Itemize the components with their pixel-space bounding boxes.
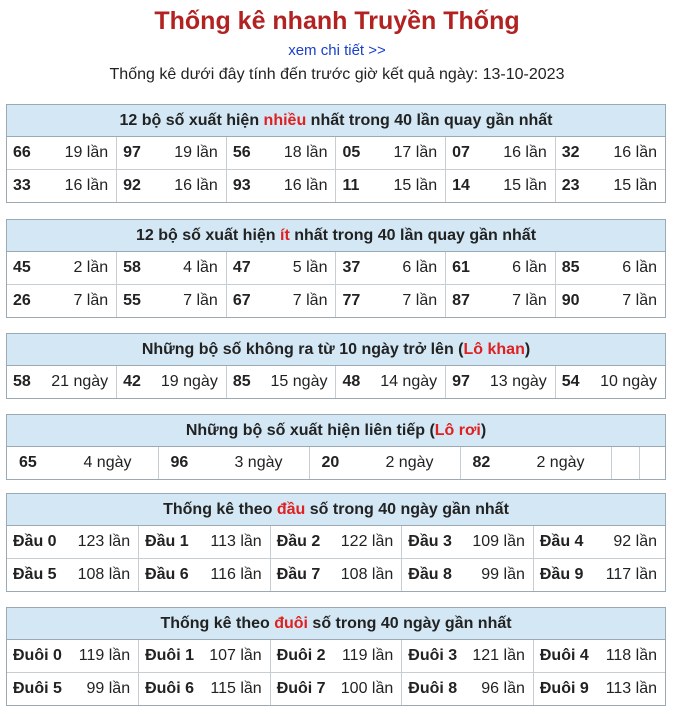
table-cell	[460, 447, 611, 479]
cell-content	[123, 144, 226, 162]
cell-content	[562, 259, 665, 277]
cell-content	[452, 373, 555, 391]
item-label: Đầu 0	[13, 533, 57, 550]
item-label: Đuôi 4	[539, 647, 589, 664]
cell-content	[13, 566, 138, 584]
table-cell	[7, 137, 117, 170]
item-label: 05	[342, 144, 361, 161]
cell-content	[467, 454, 611, 472]
table-cell	[226, 252, 336, 285]
table-cell	[446, 366, 556, 398]
cell-content	[13, 292, 116, 310]
item-label: 23	[561, 177, 580, 194]
item-label: Đầu 7	[276, 566, 321, 583]
item-label: Đầu 2	[276, 533, 321, 550]
cell-content	[342, 177, 445, 195]
table-row	[7, 252, 665, 285]
cell-content	[13, 259, 116, 277]
table-cell	[7, 170, 117, 203]
cell-content	[452, 292, 555, 310]
cell-content	[452, 144, 555, 162]
cell-content	[408, 680, 533, 698]
item-count: 6 lần	[512, 259, 547, 276]
details-link[interactable]: xem chi tiết >>	[288, 42, 386, 59]
item-count: 7 lần	[183, 292, 218, 309]
table-row	[7, 640, 665, 673]
item-count: 2 ngày	[385, 454, 434, 471]
item-label: 67	[232, 292, 251, 309]
cell-content	[233, 373, 336, 391]
table-cell	[402, 559, 534, 592]
table-cell	[226, 137, 336, 170]
item-count: 100 lần	[340, 680, 394, 697]
item-label: 58	[13, 373, 31, 390]
item-label: 14	[452, 177, 470, 194]
text: Những bộ số xuất hiện liên tiếp (	[185, 422, 435, 439]
cell-content	[452, 259, 555, 277]
text: Lô rơi	[434, 422, 481, 439]
item-label: 97	[123, 144, 141, 161]
table-cell	[117, 170, 227, 203]
cell-content	[342, 144, 445, 162]
table-cell	[336, 137, 446, 170]
cell-content	[408, 533, 533, 551]
item-count: 3 ngày	[234, 454, 283, 471]
table-cell	[117, 285, 227, 318]
text: nhất trong 40 lần quay gần nhất	[306, 112, 553, 129]
text: )	[524, 341, 531, 358]
item-label: 90	[561, 292, 580, 309]
table-cell	[533, 559, 665, 592]
item-count: 99 lần	[481, 566, 525, 583]
table-cell	[533, 526, 665, 559]
cell-content	[233, 177, 336, 195]
table-cell	[533, 673, 665, 706]
cell-content	[342, 292, 445, 310]
cell-content	[562, 373, 665, 391]
item-label: 45	[13, 259, 31, 276]
cell-content	[123, 373, 226, 391]
table-row	[7, 170, 665, 203]
item-count: 99 lần	[86, 680, 131, 697]
section-title	[7, 105, 665, 137]
dau-table	[7, 526, 665, 591]
table-row	[7, 137, 665, 170]
item-count: 6 lần	[622, 259, 657, 276]
cell-content	[233, 292, 336, 310]
item-count: 16 lần	[283, 177, 328, 194]
dau-section	[6, 493, 666, 592]
table-cell	[139, 640, 271, 673]
item-count: 121 lần	[472, 647, 525, 664]
item-label: 61	[452, 259, 470, 276]
cell-content	[13, 533, 138, 551]
text: ít	[280, 227, 290, 244]
table-cell	[226, 170, 336, 203]
item-label: Đầu 4	[539, 533, 584, 550]
text: nhất trong 40 lần quay gần nhất	[289, 227, 537, 244]
cell-content	[165, 454, 309, 472]
item-count: 15 lần	[393, 177, 438, 194]
item-label: 48	[342, 373, 361, 390]
lo-roi-section	[6, 414, 666, 480]
most-frequent-table	[7, 137, 665, 202]
page-header	[0, 0, 674, 86]
table-cell	[309, 447, 460, 479]
table-row	[7, 285, 665, 318]
item-label: Đuôi 6	[145, 680, 194, 697]
item-count: 118 lần	[605, 647, 657, 664]
table-cell	[7, 447, 158, 479]
cell-content	[277, 680, 402, 698]
empty-cell	[639, 447, 665, 479]
item-label: 33	[13, 177, 31, 194]
item-label: 58	[123, 259, 141, 276]
lo-roi-table	[7, 447, 665, 479]
cell-content	[452, 177, 555, 195]
item-count: 19 ngày	[160, 373, 218, 390]
cell-content	[408, 647, 533, 665]
table-cell	[270, 640, 402, 673]
table-cell	[270, 673, 402, 706]
item-label: 47	[232, 259, 251, 276]
item-count: 92 lần	[613, 533, 657, 550]
section-title	[7, 494, 665, 526]
item-label: Đuôi 7	[276, 680, 326, 697]
duoi-section	[6, 607, 666, 706]
table-cell	[7, 526, 139, 559]
item-label: 93	[232, 177, 251, 194]
table-row	[7, 673, 665, 706]
table-cell	[336, 366, 446, 398]
item-count: 115 lần	[210, 680, 262, 697]
table-cell	[7, 673, 139, 706]
item-label: 54	[561, 373, 580, 390]
table-cell	[158, 447, 309, 479]
item-count: 122 lần	[340, 533, 394, 550]
item-count: 108 lần	[77, 566, 131, 583]
table-cell	[117, 366, 227, 398]
empty-cell	[611, 447, 639, 479]
lo-khan-table	[7, 366, 665, 398]
page-subtitle: Thống kê dưới đây tính đến trước giờ kết quả ngày: 13-10-2023	[109, 66, 565, 83]
item-count: 113 lần	[605, 680, 657, 697]
cell-content	[145, 647, 270, 665]
item-count: 16 lần	[503, 144, 547, 161]
item-label: Đuôi 0	[13, 647, 62, 664]
cell-content	[540, 533, 665, 551]
table-row	[7, 526, 665, 559]
table-cell	[226, 366, 336, 398]
section-title	[7, 334, 665, 366]
table-cell	[7, 285, 117, 318]
item-count: 7 lần	[622, 292, 657, 309]
table-row	[7, 559, 665, 592]
table-cell	[555, 137, 665, 170]
cell-content	[540, 647, 665, 665]
cell-content	[408, 566, 533, 584]
cell-content	[123, 292, 226, 310]
item-count: 116 lần	[210, 566, 262, 583]
item-count: 117 lần	[605, 566, 657, 583]
item-count: 109 lần	[472, 533, 525, 550]
item-count: 18 lần	[283, 144, 328, 161]
cell-content	[123, 259, 226, 277]
table-cell	[117, 252, 227, 285]
item-count: 123 lần	[77, 533, 131, 550]
item-count: 14 ngày	[380, 373, 438, 390]
item-label: Đầu 5	[13, 566, 57, 583]
text: Thống kê theo	[163, 501, 277, 518]
cell-content	[342, 259, 445, 277]
item-label: 96	[170, 454, 189, 471]
item-label: 97	[452, 373, 470, 390]
item-label: Đuôi 3	[408, 647, 458, 664]
item-count: 7 lần	[402, 292, 438, 309]
cell-content	[233, 144, 336, 162]
item-count: 19 lần	[64, 144, 109, 161]
item-label: Đầu 9	[539, 566, 584, 583]
table-cell	[270, 559, 402, 592]
cell-content	[277, 647, 402, 665]
most-frequent-section	[6, 104, 666, 203]
table-cell	[446, 137, 556, 170]
item-label: 85	[561, 259, 580, 276]
table-cell	[139, 673, 271, 706]
item-label: 11	[342, 177, 360, 194]
cell-content	[13, 144, 116, 162]
text: 12 bộ số xuất hiện	[135, 227, 280, 244]
cell-content	[123, 177, 226, 195]
text: đầu	[276, 501, 306, 518]
cell-content	[13, 647, 138, 665]
item-label: 82	[472, 454, 491, 471]
table-cell	[117, 137, 227, 170]
table-cell	[402, 673, 534, 706]
table-row	[7, 447, 665, 479]
table-cell	[555, 285, 665, 318]
table-cell	[7, 366, 117, 398]
item-count: 10 ngày	[600, 373, 657, 390]
text: nhiều	[263, 112, 307, 129]
cell-content	[540, 566, 665, 584]
item-count: 16 lần	[613, 144, 657, 161]
table-cell	[336, 285, 446, 318]
cell-content	[233, 259, 336, 277]
cell-content	[316, 454, 460, 472]
text: đuôi	[274, 615, 308, 632]
item-label: Đầu 8	[408, 566, 452, 583]
item-count: 119 lần	[341, 647, 394, 664]
table-cell	[270, 526, 402, 559]
item-label: Đầu 6	[145, 566, 189, 583]
text: số trong 40 ngày gần nhất	[307, 615, 512, 632]
table-cell	[555, 170, 665, 203]
item-count: 15 ngày	[270, 373, 328, 390]
cell-content	[562, 177, 665, 195]
text: Lô khan	[463, 341, 525, 358]
section-title	[7, 415, 665, 447]
table-cell	[7, 640, 139, 673]
cell-content	[540, 680, 665, 698]
item-count: 15 lần	[613, 177, 657, 194]
text: Những bộ số không ra từ 10 ngày trở lên (	[141, 341, 464, 358]
item-count: 15 lần	[503, 177, 547, 194]
item-label: 87	[452, 292, 470, 309]
table-cell	[446, 285, 556, 318]
item-label: 07	[452, 144, 470, 161]
item-label: Đuôi 2	[276, 647, 326, 664]
text: số trong 40 ngày gần nhất	[305, 501, 509, 518]
item-label: 55	[123, 292, 141, 309]
item-label: 56	[232, 144, 251, 161]
cell-content	[13, 680, 138, 698]
item-count: 7 lần	[73, 292, 109, 309]
cell-content	[145, 680, 270, 698]
item-count: 17 lần	[393, 144, 438, 161]
table-cell	[7, 252, 117, 285]
item-count: 119 lần	[78, 647, 131, 664]
item-label: Đuôi 5	[13, 680, 62, 697]
item-label: Đầu 1	[145, 533, 189, 550]
item-label: 20	[321, 454, 340, 471]
item-label: 26	[13, 292, 31, 309]
table-cell	[336, 252, 446, 285]
section-title	[7, 608, 665, 640]
item-label: 85	[232, 373, 251, 390]
cell-content	[277, 533, 402, 551]
item-count: 2 lần	[73, 259, 109, 276]
cell-content	[562, 292, 665, 310]
item-count: 4 ngày	[83, 454, 132, 471]
item-count: 113 lần	[210, 533, 262, 550]
least-frequent-table	[7, 252, 665, 317]
item-label: 65	[19, 454, 37, 471]
item-count: 7 lần	[292, 292, 328, 309]
table-cell	[446, 252, 556, 285]
item-count: 16 lần	[174, 177, 218, 194]
table-cell	[402, 526, 534, 559]
cell-content	[562, 144, 665, 162]
lo-khan-section	[6, 333, 666, 399]
item-label: Đuôi 9	[539, 680, 589, 697]
table-cell	[139, 526, 271, 559]
item-label: 37	[342, 259, 361, 276]
cell-content	[145, 566, 270, 584]
item-label: Đuôi 1	[145, 647, 194, 664]
item-label: Đuôi 8	[408, 680, 458, 697]
item-count: 4 lần	[183, 259, 218, 276]
cell-content	[342, 373, 445, 391]
item-label: 42	[123, 373, 141, 390]
item-count: 107 lần	[209, 647, 262, 664]
item-count: 7 lần	[512, 292, 547, 309]
table-cell	[7, 559, 139, 592]
cell-content	[145, 533, 270, 551]
item-label: 92	[123, 177, 141, 194]
item-label: Đầu 3	[408, 533, 452, 550]
item-count: 21 ngày	[51, 373, 109, 390]
item-label: 66	[13, 144, 31, 161]
table-cell	[555, 366, 665, 398]
table-cell	[446, 170, 556, 203]
item-label: 77	[342, 292, 361, 309]
cell-content	[13, 177, 116, 195]
text: Thống kê theo	[160, 615, 275, 632]
item-count: 6 lần	[402, 259, 438, 276]
section-title	[7, 220, 665, 252]
text: 12 bộ số xuất hiện	[119, 112, 264, 129]
cell-content	[13, 373, 116, 391]
table-cell	[533, 640, 665, 673]
cell-content	[277, 566, 402, 584]
item-count: 16 lần	[64, 177, 109, 194]
cell-content	[13, 454, 158, 472]
table-cell	[402, 640, 534, 673]
item-count: 5 lần	[292, 259, 328, 276]
item-label: 32	[561, 144, 580, 161]
table-cell	[555, 252, 665, 285]
table-row	[7, 366, 665, 398]
item-count: 2 ngày	[536, 454, 585, 471]
item-count: 13 ngày	[489, 373, 547, 390]
item-count: 96 lần	[481, 680, 525, 697]
table-cell	[336, 170, 446, 203]
table-cell	[226, 285, 336, 318]
text: )	[480, 422, 487, 439]
page-title: Thống kê nhanh Truyền Thống	[154, 7, 520, 35]
table-cell	[139, 559, 271, 592]
item-count: 108 lần	[340, 566, 394, 583]
item-count: 19 lần	[174, 144, 218, 161]
duoi-table	[7, 640, 665, 705]
least-frequent-section	[6, 219, 666, 318]
